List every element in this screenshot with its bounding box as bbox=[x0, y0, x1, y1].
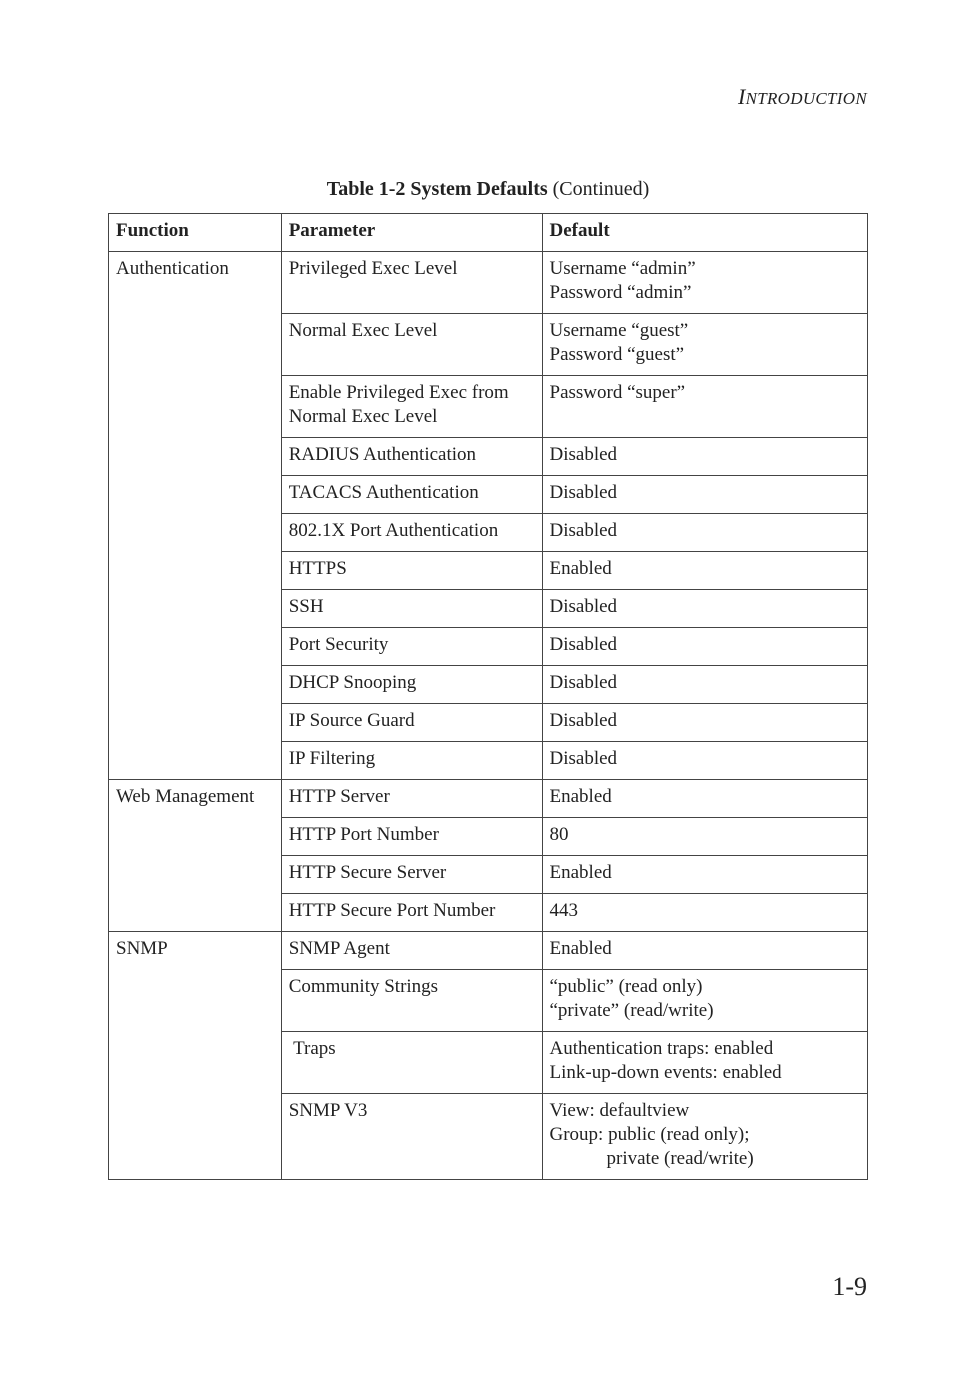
default-line: View: defaultview bbox=[549, 1100, 690, 1121]
default-line: Password “admin” bbox=[549, 282, 692, 303]
default-line: “public” (read only) bbox=[549, 976, 703, 997]
parameter-line: HTTPS bbox=[288, 558, 347, 579]
default-line: Enabled bbox=[549, 786, 612, 807]
column-header-default: Default bbox=[542, 214, 868, 252]
default-line: Enabled bbox=[549, 938, 612, 959]
parameter-line: IP Filtering bbox=[288, 748, 376, 769]
parameter-line: SSH bbox=[288, 596, 324, 617]
parameter-line: SNMP Agent bbox=[288, 938, 390, 959]
default-cell bbox=[542, 514, 868, 552]
system-defaults-table bbox=[108, 213, 868, 1180]
table-body bbox=[109, 252, 868, 1180]
parameter-cell bbox=[281, 514, 542, 552]
parameter-line: Privileged Exec Level bbox=[288, 258, 458, 279]
table-header-row bbox=[109, 214, 868, 252]
default-cell bbox=[542, 818, 868, 856]
parameter-line: HTTP Port Number bbox=[288, 824, 439, 845]
parameter-cell bbox=[281, 932, 542, 970]
default-cell bbox=[542, 252, 868, 314]
table-row bbox=[109, 252, 868, 314]
parameter-line: Enable Privileged Exec from bbox=[288, 382, 509, 403]
default-cell bbox=[542, 438, 868, 476]
default-cell bbox=[542, 894, 868, 932]
default-cell bbox=[542, 780, 868, 818]
default-line: “private” (read/write) bbox=[549, 1000, 714, 1021]
table-caption-suffix: (Continued) bbox=[547, 178, 650, 200]
default-cell bbox=[542, 314, 868, 376]
default-line: Disabled bbox=[549, 444, 618, 465]
parameter-cell bbox=[281, 780, 542, 818]
default-cell bbox=[542, 628, 868, 666]
default-cell bbox=[542, 742, 868, 780]
default-line: Authentication traps: enabled bbox=[549, 1038, 774, 1059]
default-cell bbox=[542, 970, 868, 1032]
column-header-parameter: Parameter bbox=[281, 214, 542, 252]
parameter-cell bbox=[281, 552, 542, 590]
default-line: Group: public (read only); bbox=[549, 1124, 750, 1145]
default-line: Password “guest” bbox=[549, 344, 685, 365]
default-line: Enabled bbox=[549, 558, 612, 579]
parameter-cell bbox=[281, 894, 542, 932]
function-cell: Authentication bbox=[109, 252, 282, 780]
default-cell bbox=[542, 704, 868, 742]
page-number: 1-9 bbox=[832, 1272, 867, 1301]
default-cell bbox=[542, 932, 868, 970]
default-line: Enabled bbox=[549, 862, 612, 883]
default-line: Username “guest” bbox=[549, 320, 689, 341]
parameter-line: RADIUS Authentication bbox=[288, 444, 477, 465]
default-cell bbox=[542, 1094, 868, 1180]
table-caption-title: Table 1-2 System Defaults bbox=[326, 178, 548, 200]
default-cell bbox=[542, 856, 868, 894]
parameter-cell bbox=[281, 376, 542, 438]
default-line: Disabled bbox=[549, 482, 618, 503]
default-line: 80 bbox=[549, 824, 569, 845]
parameter-line: HTTP Server bbox=[288, 786, 390, 807]
parameter-line: HTTP Secure Server bbox=[288, 862, 447, 883]
default-line: Disabled bbox=[549, 634, 618, 655]
default-line: Username “admin” bbox=[549, 258, 696, 279]
default-line: Disabled bbox=[549, 596, 618, 617]
default-line: Disabled bbox=[549, 520, 618, 541]
parameter-line: HTTP Secure Port Number bbox=[288, 900, 496, 921]
parameter-line: Port Security bbox=[288, 634, 389, 655]
parameter-cell bbox=[281, 1094, 542, 1180]
running-head bbox=[738, 84, 867, 110]
column-header-function: Function bbox=[109, 214, 282, 252]
parameter-line: Traps bbox=[288, 1038, 336, 1059]
table-caption bbox=[108, 178, 868, 201]
table-row bbox=[109, 932, 868, 970]
parameter-cell bbox=[281, 1032, 542, 1094]
parameter-cell bbox=[281, 314, 542, 376]
parameter-cell bbox=[281, 252, 542, 314]
default-line: Password “super” bbox=[549, 382, 686, 403]
default-cell bbox=[542, 376, 868, 438]
default-cell bbox=[542, 666, 868, 704]
default-cell bbox=[542, 1032, 868, 1094]
default-line: Disabled bbox=[549, 748, 618, 769]
default-line: 443 bbox=[549, 900, 578, 921]
parameter-cell bbox=[281, 476, 542, 514]
parameter-cell bbox=[281, 856, 542, 894]
parameter-cell bbox=[281, 666, 542, 704]
table-row bbox=[109, 780, 868, 818]
parameter-line: Normal Exec Level bbox=[288, 320, 438, 341]
parameter-cell bbox=[281, 590, 542, 628]
running-head-initial: I bbox=[737, 84, 746, 109]
parameter-cell bbox=[281, 628, 542, 666]
parameter-cell bbox=[281, 438, 542, 476]
parameter-line: IP Source Guard bbox=[288, 710, 415, 731]
default-cell bbox=[542, 590, 868, 628]
default-cell bbox=[542, 476, 868, 514]
default-line: Disabled bbox=[549, 710, 618, 731]
default-line: private (read/write) bbox=[549, 1148, 754, 1169]
default-line: Link-up-down events: enabled bbox=[549, 1062, 782, 1083]
default-line: Disabled bbox=[549, 672, 618, 693]
parameter-cell bbox=[281, 970, 542, 1032]
parameter-cell bbox=[281, 742, 542, 780]
parameter-line: 802.1X Port Authentication bbox=[288, 520, 499, 541]
function-cell: SNMP bbox=[109, 932, 282, 1180]
parameter-line: Community Strings bbox=[288, 976, 439, 997]
parameter-line: SNMP V3 bbox=[288, 1100, 368, 1121]
parameter-line: TACACS Authentication bbox=[288, 482, 479, 503]
parameter-cell bbox=[281, 818, 542, 856]
function-cell: Web Management bbox=[109, 780, 282, 932]
default-cell bbox=[542, 552, 868, 590]
parameter-cell bbox=[281, 704, 542, 742]
parameter-line: DHCP Snooping bbox=[288, 672, 417, 693]
parameter-line: Normal Exec Level bbox=[288, 406, 438, 427]
running-head-rest: NTRODUCTION bbox=[745, 89, 867, 108]
